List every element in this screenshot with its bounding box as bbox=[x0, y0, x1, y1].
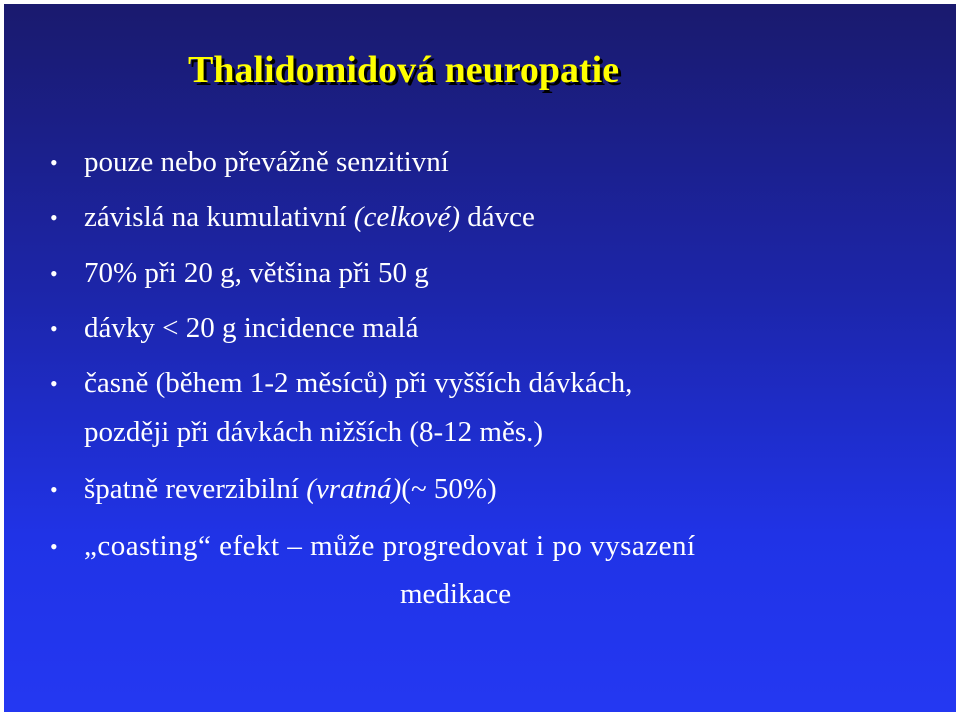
bullet-text: špatně reverzibilní bbox=[84, 473, 307, 505]
bullet-item bbox=[50, 465, 497, 514]
bullet-text: 70% při 20 g, většina při 50 g bbox=[84, 257, 429, 289]
bullet-text-italic: (vratná) bbox=[306, 473, 402, 505]
bullet-point-icon: • bbox=[50, 534, 59, 559]
bullet-item bbox=[50, 522, 696, 571]
bullet-text: dávky < 20 g incidence malá bbox=[84, 312, 419, 344]
slide bbox=[4, 4, 956, 712]
bullet-text-continued: později při dávkách nižších (8-12 měs.) bbox=[84, 416, 544, 448]
bullet-item bbox=[50, 359, 633, 457]
bullet-point-icon: • bbox=[50, 261, 58, 286]
bullet-point-icon: • bbox=[50, 205, 58, 230]
bullet-point-icon: • bbox=[50, 371, 58, 396]
bullet-text: časně (během 1-2 měsíců) při vyšších dávkách, bbox=[84, 367, 633, 399]
slide-title: Thalidomidová neuropatie bbox=[188, 49, 620, 91]
bullet-point-icon: • bbox=[50, 150, 58, 175]
bullet-item bbox=[50, 138, 449, 187]
bullet-text: závislá na kumulativní bbox=[84, 201, 354, 233]
bullet-text: (~ 50%) bbox=[401, 473, 497, 505]
bullet-text-continued: medikace bbox=[400, 578, 512, 610]
bullet-point-icon: • bbox=[50, 477, 58, 502]
bullet-item bbox=[50, 249, 429, 298]
bullet-text: pouze nebo převážně senzitivní bbox=[84, 146, 449, 178]
bullet-text-italic: (celkové) bbox=[353, 201, 461, 233]
bullet-item bbox=[50, 304, 419, 353]
bullet-text: „coasting“ efekt – může progredovat i po vysazení bbox=[84, 530, 696, 562]
bullet-point-icon: • bbox=[50, 316, 58, 341]
bullet-item bbox=[50, 193, 535, 242]
bullet-text: dávce bbox=[460, 201, 535, 233]
